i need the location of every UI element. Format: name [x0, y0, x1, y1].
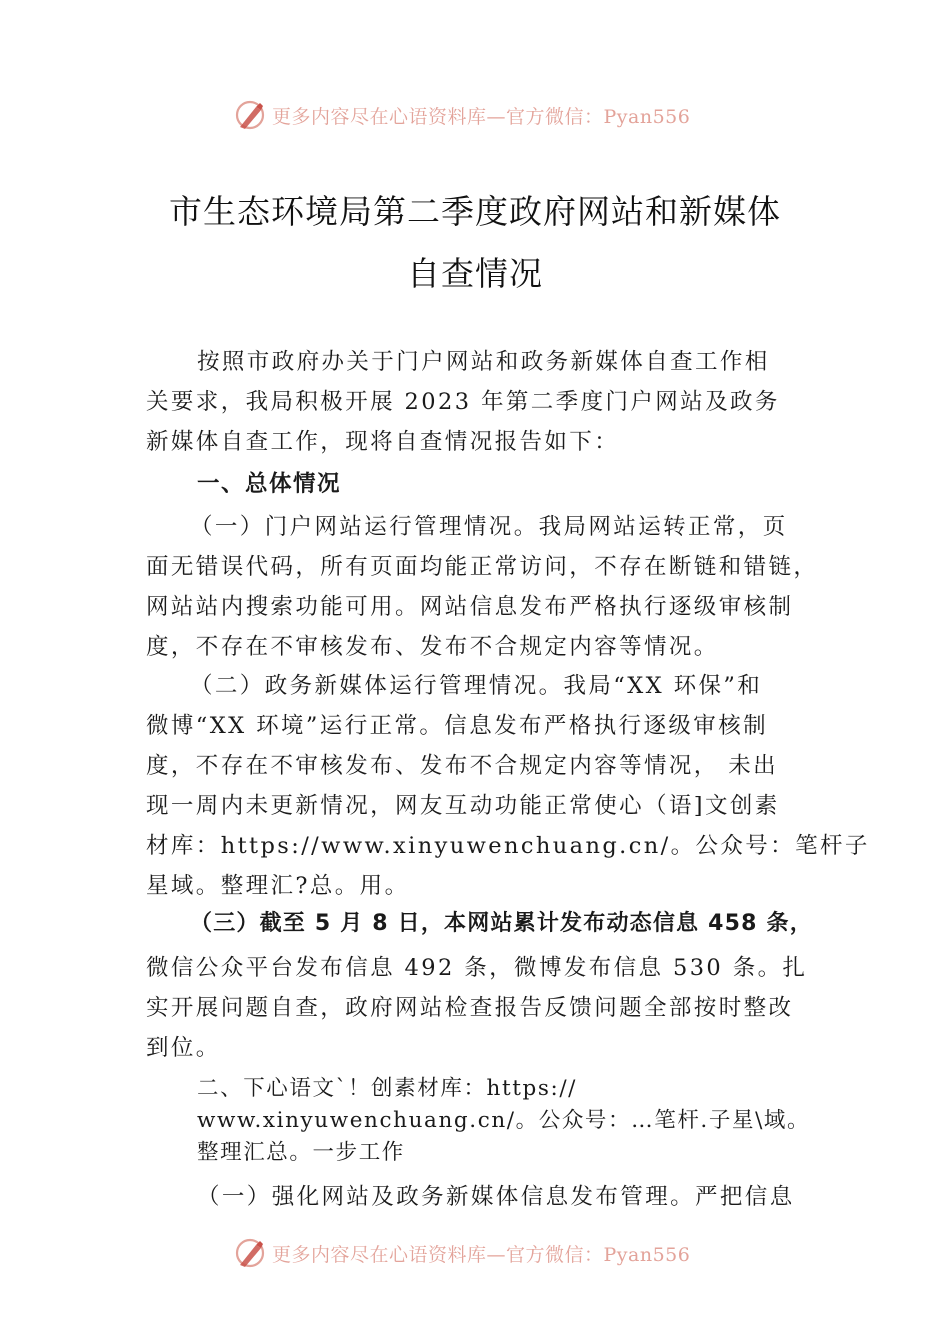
watermark-text: 更多内容尽在心语资料库—官方微信：Pyan556	[272, 1243, 691, 1266]
section-heading: 一、总体情况	[197, 471, 342, 497]
paragraph-line: （一）强化网站及政务新媒体信息发布管理。严把信息	[197, 1184, 795, 1210]
paragraph-line: 新媒体自查工作，现将自查情况报告如下：	[146, 429, 620, 455]
paragraph-line: 二、下心语文`！创素材库：https://	[197, 1076, 578, 1101]
paragraph-line: （一）门户网站运行管理情况。我局网站运转正常，页	[190, 514, 788, 540]
pen-nib-icon	[232, 97, 268, 133]
paragraph-line: 材库：https://www.xinyuwenchuang.cn/。公众号：笔杆子	[146, 833, 870, 859]
paragraph-line: 现一周内未更新情况，网友互动功能正常使心（语]文创素	[146, 793, 780, 819]
page-title-line-1: 市生态环境局第二季度政府网站和新媒体	[169, 192, 781, 231]
paragraph-line: （二）政务新媒体运行管理情况。我局“XX 环保”和	[190, 673, 763, 699]
paragraph-line: 星域。整理汇?总。用。	[146, 873, 410, 899]
paragraph-line: 度，不存在不审核发布、发布不合规定内容等情况。	[146, 634, 719, 660]
paragraph-line: 微博“XX 环境”运行正常。信息发布严格执行逐级审核制	[146, 713, 768, 739]
paragraph-line: 按照市政府办关于门户网站和政务新媒体自查工作相	[197, 349, 770, 375]
paragraph-line: 实开展问题自查，政府网站检查报告反馈问题全部按时整改	[146, 995, 794, 1021]
watermark-banner-bottom	[232, 1233, 690, 1273]
watermark-text: 更多内容尽在心语资料库—官方微信：Pyan556	[272, 105, 691, 128]
paragraph-line: 网站站内搜索功能可用。网站信息发布严格执行逐级审核制	[146, 594, 794, 620]
paragraph-line: www.xinyuwenchuang.cn/。公众号：…笔杆.子星\域。	[197, 1108, 811, 1133]
paragraph-line: 整理汇总。一步工作	[197, 1140, 405, 1165]
paragraph-line: 到位。	[146, 1035, 221, 1061]
watermark-banner-top	[232, 95, 690, 135]
page-title-line-2: 自查情况	[407, 254, 543, 293]
paragraph-line-bold: （三）截至 5 月 8 日，本网站累计发布动态信息 458 条，	[190, 911, 813, 936]
paragraph-line: 微信公众平台发布信息 492 条，微博发布信息 530 条。扎	[146, 955, 808, 981]
paragraph-line: 关要求，我局积极开展 2023 年第二季度门户网站及政务	[146, 389, 780, 415]
paragraph-line: 面无错误代码，所有页面均能正常访问，不存在断链和错链，	[146, 554, 819, 580]
paragraph-line: 度，不存在不审核发布、发布不合规定内容等情况， 未出	[146, 753, 779, 779]
pen-nib-icon	[232, 1235, 268, 1271]
